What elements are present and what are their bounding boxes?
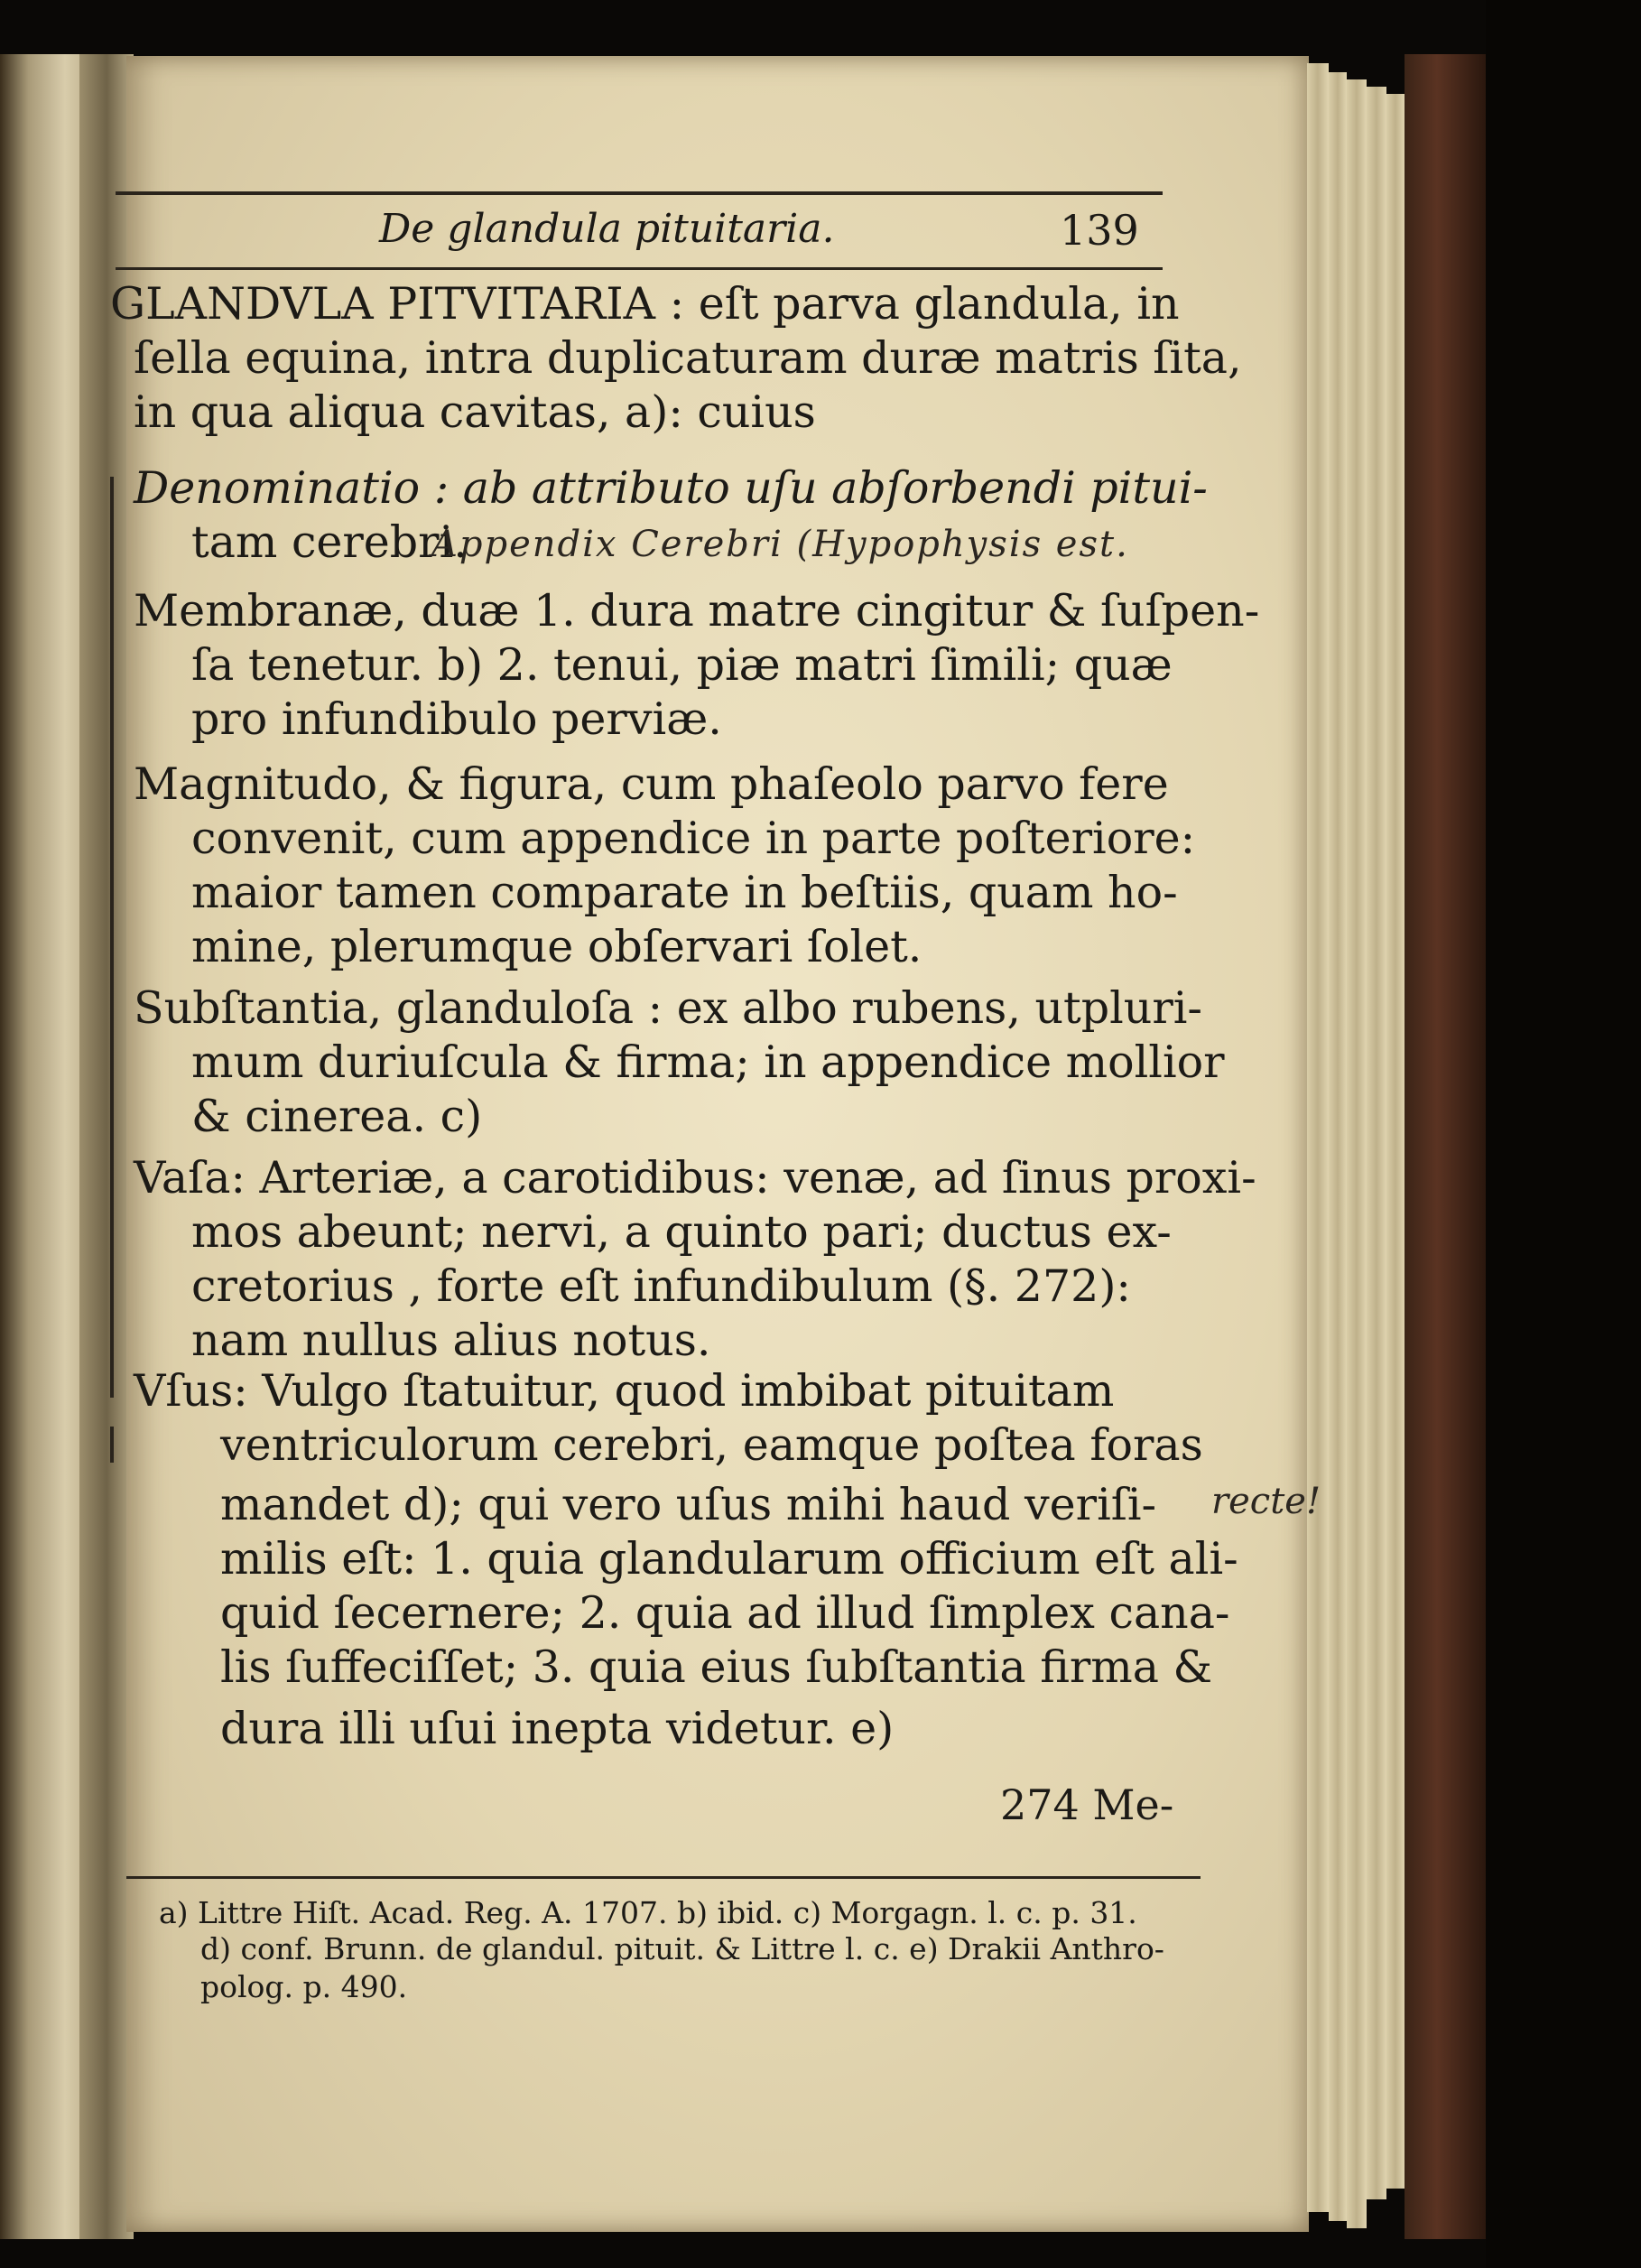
- book-gutter: [79, 54, 134, 2239]
- header-rule-bottom: [116, 267, 1163, 270]
- page-edge: [1307, 63, 1329, 2212]
- text-line: mandet d); qui vero uſus mihi haud veriſi-: [220, 1479, 1157, 1530]
- text-line: Subſtantia, glanduloſa : ex albo rubens, utpluri-: [134, 982, 1202, 1034]
- margin-bracket: [110, 477, 114, 1398]
- text-line: mum duriuſcula & firma; in appendice mollior: [191, 1036, 1225, 1088]
- text-line: ventriculorum cerebri, eamque poſtea foras: [220, 1419, 1203, 1471]
- text-line: pro infundibulo perviæ.: [191, 693, 722, 745]
- text-line: Membranæ, duæ 1. dura matre cingitur & ſuſpen-: [134, 585, 1260, 637]
- text-line: tam cerebri.: [191, 516, 468, 568]
- page-number: 139: [1060, 206, 1139, 255]
- text-line: Vaſa: Arteriæ, a carotidibus: venæ, ad ſinus proxi-: [134, 1152, 1256, 1204]
- text-line: milis eſt: 1. quia glandularum officium eſt ali-: [220, 1533, 1238, 1585]
- handwritten-margin-note: recte!: [1211, 1481, 1321, 1522]
- left-page-edge: [0, 54, 81, 2239]
- page-edge: [1367, 87, 1386, 2199]
- text-line: maior tamen comparate in beſtiis, quam ho-: [191, 867, 1178, 918]
- text-line: & cinerea. c): [191, 1091, 483, 1142]
- text-line: ſella equina, intra duplicaturam duræ matris ſita,: [134, 332, 1242, 384]
- margin-bracket-end: [110, 1427, 114, 1463]
- text-line: dura illi uſui inepta videtur. e): [220, 1703, 895, 1754]
- footnote-rule: [126, 1876, 1201, 1879]
- text-line: Vſus: Vulgo ſtatuitur, quod imbibat pituitam: [134, 1365, 1115, 1417]
- footnote-line: d) conf. Brunn. de glandul. pituit. & Littre l. c. e) Drakii Anthro-: [200, 1931, 1164, 1966]
- footnote-line: a) Littre Hiſt. Acad. Reg. A. 1707. b) ibid. c) Morgagn. l. c. p. 31.: [159, 1895, 1137, 1930]
- text-line: Denominatio : ab attributo uſu abſorbendi pitui-: [134, 462, 1208, 514]
- text-line: GLANDVLA PITVITARIA : eſt parva glandula, in: [110, 278, 1180, 330]
- handwritten-annotation: Appendix Cerebri (Hypophysis est.: [431, 524, 1129, 565]
- text-line: lis ſuffeciſſet; 3. quia eius ſubſtantia firma &: [220, 1641, 1213, 1693]
- text-line: nam nullus alius notus.: [191, 1315, 711, 1366]
- page-edge: [1386, 94, 1405, 2189]
- footnote-line: polog. p. 490.: [200, 1969, 408, 2004]
- page-edge: [1329, 72, 1347, 2221]
- text-line: mos abeunt; nervi, a quinto pari; ductus ex-: [191, 1206, 1172, 1258]
- catchword: 274 Me-: [1000, 1780, 1174, 1829]
- running-title: De glandula pituitaria.: [379, 206, 835, 252]
- text-line: cretorius , forte eſt infundibulum (§. 272):: [191, 1260, 1131, 1312]
- text-line: ſa tenetur. b) 2. tenui, piæ matri ſimili; quæ: [191, 639, 1173, 691]
- text-line: quid ſecernere; 2. quia ad illud ſimplex cana-: [220, 1587, 1230, 1639]
- text-line: Magnitudo, & figura, cum phaſeolo parvo fere: [134, 758, 1169, 810]
- background: [1486, 0, 1641, 2268]
- text-line: convenit, cum appendice in parte poſteriore:: [191, 813, 1196, 864]
- page-edge: [1347, 79, 1367, 2228]
- header-rule-top: [116, 191, 1163, 195]
- text-line: mine, plerumque obſervari ſolet.: [191, 921, 922, 972]
- text-line: in qua aliqua cavitas, a): cuius: [134, 386, 816, 438]
- book-cover-edge: [1405, 54, 1486, 2239]
